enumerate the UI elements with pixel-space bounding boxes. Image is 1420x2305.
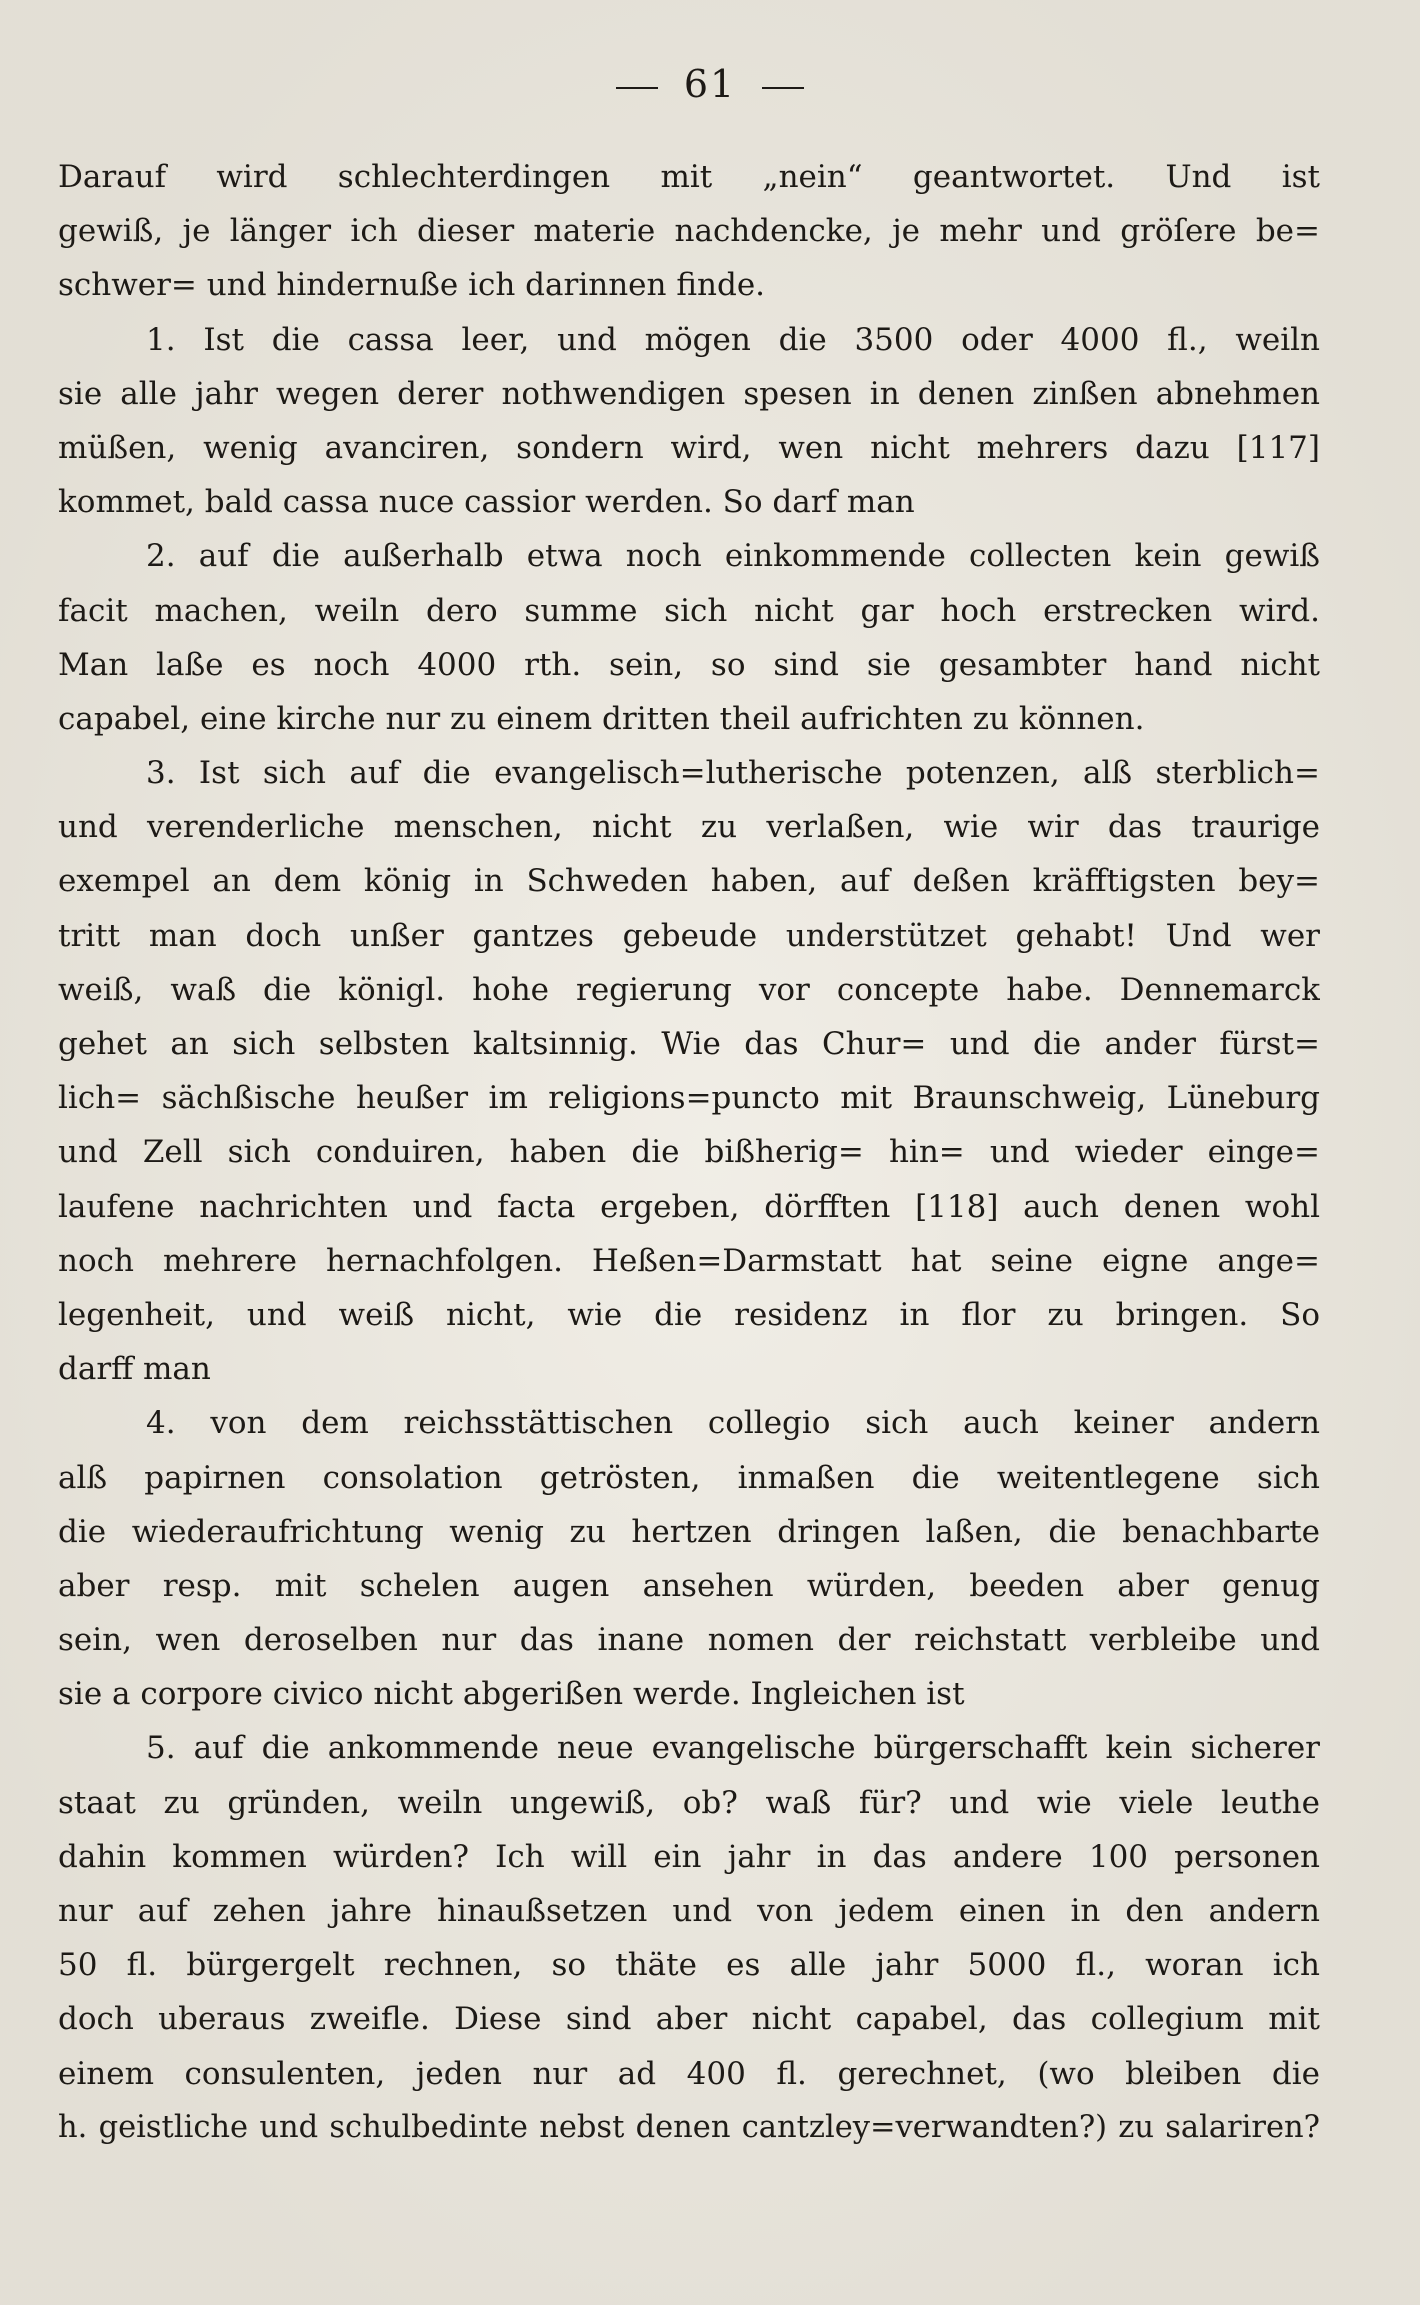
text-line: sie alle jahr wegen derer nothwendigen spesen in denen zinßen abnehmen [58, 375, 1320, 412]
text-line: 5. auf die ankommende neue evangelische bürgerschafft kein sicherer [146, 1730, 1320, 1767]
page-number-value: 61 [683, 62, 737, 106]
text-line: dahin kommen würden? Ich will ein jahr in das andere 100 personen [58, 1838, 1320, 1875]
text-line: lich= sächßische heußer im religions=puncto mit Braunschweig, Lüneburg [58, 1080, 1320, 1117]
text-line: weiß, waß die königl. hohe regierung vor concepte habe. Dennemarck [58, 971, 1320, 1008]
text-line: staat zu gründen, weiln ungewiß, ob? waß für? und wie viele leuthe [58, 1784, 1320, 1821]
right-dash [762, 87, 804, 89]
page-number [0, 62, 1420, 106]
text-line: facit machen, weiln dero summe sich nicht gar hoch erstrecken wird. [58, 592, 1320, 629]
text-line: gewiß, je länger ich dieser materie nachdencke, je mehr und gröſere be= [58, 213, 1320, 250]
text-line: sie a corpore civico nicht abgerißen werde. Ingleichen ist [58, 1676, 965, 1713]
text-line: 2. auf die außerhalb etwa noch einkommende collecten kein gewiß [146, 538, 1320, 575]
text-line: sein, wen deroselben nur das inane nomen der reichstatt verbleibe und [58, 1622, 1320, 1659]
text-line: schwer= und hindernuße ich darinnen finde. [58, 267, 766, 304]
text-line: einem consulenten, jeden nur ad 400 fl. gerechnet, (wo bleiben die [58, 2055, 1320, 2092]
text-line: Darauf wird schlechterdingen mit „nein“ geantwortet. Und ist [58, 159, 1320, 195]
text-line: exempel an dem könig in Schweden haben, auf deßen kräfftigsten bey= [58, 863, 1320, 900]
text-line: und Zell sich conduiren, haben die bißherig= hin= und wieder einge= [58, 1134, 1320, 1171]
text-line: nur auf zehen jahre hinaußsetzen und von jedem einen in den andern [58, 1893, 1320, 1929]
text-line: doch uberaus zweifle. Diese sind aber nicht capabel, das collegium mit [58, 2001, 1320, 2038]
left-dash [616, 87, 658, 89]
text-line: aber resp. mit schelen augen ansehen würden, beeden aber genug [58, 1567, 1320, 1604]
text-line: capabel, eine kirche nur zu einem dritten theil aufrichten zu können. [58, 700, 1145, 737]
text-line: legenheit, und weiß nicht, wie die residenz in flor zu bringen. So [58, 1296, 1320, 1333]
text-line: kommet, bald cassa nuce cassior werden. So darf man [58, 484, 915, 521]
text-line: alß papirnen consolation getrösten, inmaßen die weitentlegene sich [58, 1459, 1320, 1496]
text-line: noch mehrere hernachfolgen. Heßen=Darmstatt hat seine eigne ange= [58, 1242, 1320, 1279]
text-line: 1. Ist die cassa leer, und mögen die 3500 oder 4000 fl., weiln [146, 321, 1320, 358]
text-line: Man laße es noch 4000 rth. sein, so sind sie gesambter hand nicht [58, 646, 1320, 683]
text-line: gehet an sich selbsten kaltsinnig. Wie das Chur= und die ander fürst= [58, 1026, 1320, 1062]
text-line: laufene nachrichten und facta ergeben, dörfften [118] auch denen wohl [58, 1188, 1320, 1225]
text-line: 4. von dem reichsstättischen collegio sich auch keiner andern [146, 1405, 1320, 1442]
text-line: tritt man doch unßer gantzes gebeude understützet gehabt! Und wer [58, 917, 1320, 954]
body-text [58, 150, 1320, 2155]
text-line: die wiederaufrichtung wenig zu hertzen dringen laßen, die benachbarte [58, 1513, 1320, 1550]
text-line: darff man [58, 1351, 211, 1388]
text-line: 3. Ist sich auf die evangelisch=lutherische potenzen, alß sterblich= [146, 755, 1320, 792]
text-line: müßen, wenig avanciren, sondern wird, wen nicht mehrers dazu [117] [58, 429, 1320, 466]
text-line: 50 fl. bürgergelt rechnen, so thäte es alle jahr 5000 fl., woran ich [58, 1947, 1320, 1984]
text-line: und verenderliche menschen, nicht zu verlaßen, wie wir das traurige [58, 809, 1320, 846]
text-line: h. geistliche und schulbedinte nebst denen cantzley=verwandten?) zu salariren? [58, 2109, 1320, 2145]
